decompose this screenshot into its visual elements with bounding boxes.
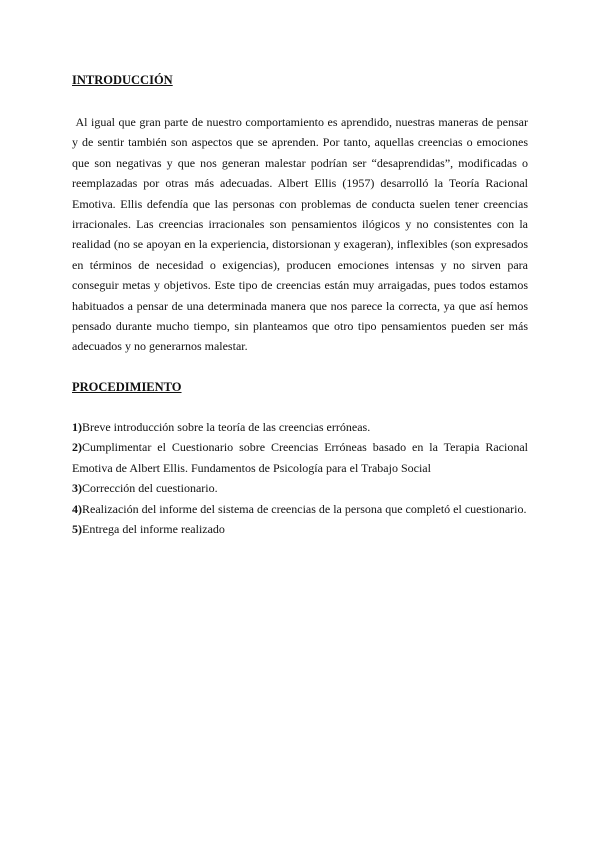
step-number: 1) bbox=[72, 419, 82, 434]
step-text: Entrega del informe realizado bbox=[82, 521, 225, 536]
step-text: Breve introducción sobre la teoría de las creencias erróneas. bbox=[82, 419, 371, 434]
step-item-5 bbox=[72, 519, 528, 539]
step-text: Realización del informe del sistema de creencias de la persona que completó el cuestionario. bbox=[82, 501, 527, 516]
step-text: Cumplimentar el Cuestionario sobre Creencias Erróneas basado en la Terapia Racional Emotiva de Albert Ellis. Fundamentos de Psicología para el Trabajo Social bbox=[72, 440, 528, 475]
step-item-1 bbox=[72, 417, 528, 437]
step-text: Corrección del cuestionario. bbox=[82, 481, 218, 496]
document-page bbox=[72, 72, 531, 539]
step-number: 2) bbox=[72, 440, 82, 455]
procedure-steps bbox=[72, 417, 528, 539]
procedure-heading: PROCEDIMIENTO bbox=[72, 379, 182, 394]
intro-paragraph: Al igual que gran parte de nuestro comportamiento es aprendido, nuestras maneras de pensar y de sentir también son aspectos que se aprenden. Por tanto, aquellas creencias o emociones que son negativas y que nos generan malestar podrían ser “desaprendidas”, modificadas o reemplazadas por otras más adecuadas. Albert Ellis (1957) desarrolló la Teoría Racional Emotiva. Ellis defendía que las personas con problemas de conducta suelen tener creencias irracionales. Las creencias irracionales son pensamientos ilógicos y no consistentes con la realidad (no se apoyan en la experiencia, distorsionan y exageran), inflexibles (son expresados en términos de necesidad o exigencias), producen emociones intensas y no sirven para conseguir metas y objetivos. Este tipo de creencias están muy arraigadas, pues todos estamos habituados a pensar de una determinada manera que nos parece la correcta, ya que así hemos pensado durante mucho tiempo, sin planteamos que otro tipo pensamientos pueden ser más adecuados y no generarnos malestar. bbox=[72, 115, 531, 354]
step-number: 5) bbox=[72, 521, 82, 536]
step-item-4 bbox=[72, 499, 528, 519]
step-number: 3) bbox=[72, 481, 82, 496]
intro-heading: INTRODUCCIÓN bbox=[72, 73, 173, 87]
step-item-3 bbox=[72, 478, 528, 498]
step-item-2 bbox=[72, 437, 528, 478]
step-number: 4) bbox=[72, 501, 82, 516]
